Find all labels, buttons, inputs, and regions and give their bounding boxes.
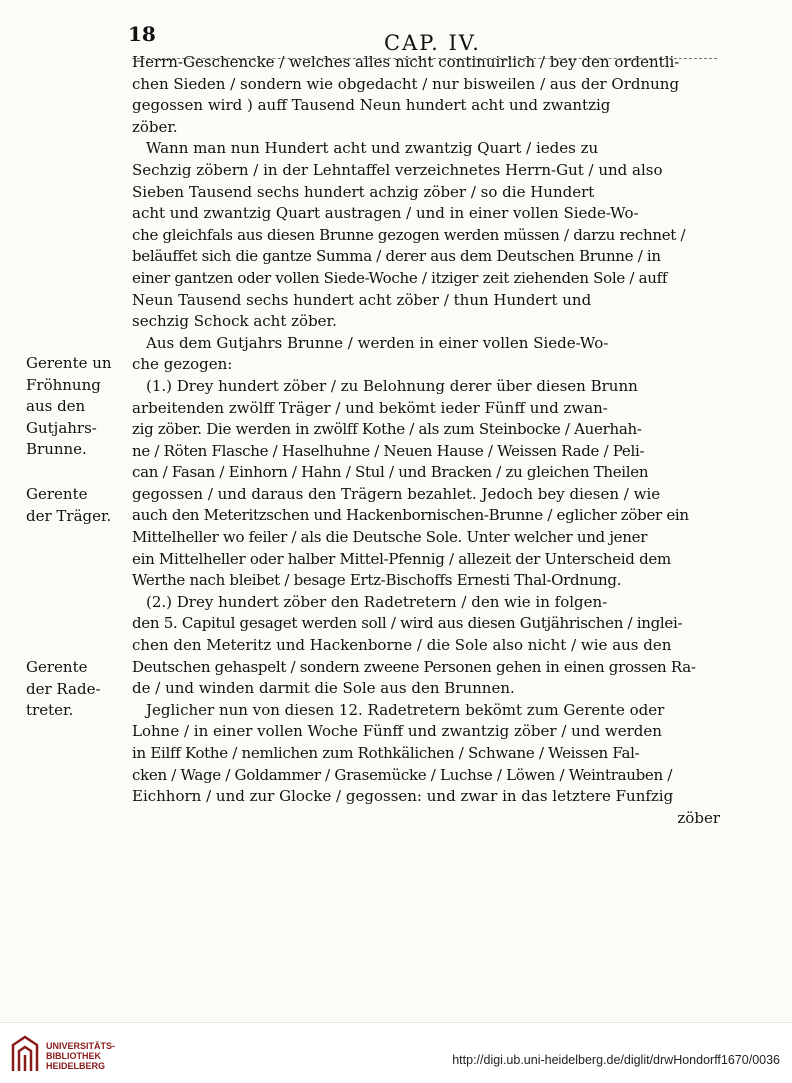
body-text	[132, 52, 720, 829]
university-library-logo-icon	[8, 1031, 42, 1075]
margin-note-line: der Träger.	[26, 506, 112, 525]
margin-note-line: Gerente	[26, 485, 88, 503]
margin-note-radetreter	[26, 657, 101, 722]
source-url[interactable]: http://digi.ub.uni-heidelberg.de/diglit/drwHondorff1670/0036	[452, 1053, 780, 1067]
text-line: ne / Röten Flasche / Haselhuhne / Neuen Hause / Weissen Rade / Peli-	[132, 441, 645, 460]
text-line: Wann man nun Hundert acht und zwantzig Quart / iedes zu	[146, 139, 599, 158]
margin-note-line: Gerente	[26, 658, 88, 676]
library-name-line: HEIDELBERG	[46, 1061, 106, 1071]
margin-note-line: Gerente un	[26, 354, 112, 372]
text-line: den 5. Capitul gesaget werden soll / wird aus diesen Gutjährischen / inglei-	[132, 614, 683, 633]
text-line: Deutschen gehaspelt / sondern zweene Personen gehen in einen grossen Ra-	[132, 657, 696, 676]
margin-note-gutjahrs	[26, 353, 112, 461]
text-line: can / Fasan / Einhorn / Hahn / Stul / und Bracken / zu gleichen Theilen	[132, 463, 649, 482]
library-name-line: BIBLIOTHEK	[46, 1051, 101, 1061]
margin-note-line: treter.	[26, 701, 74, 719]
text-line: chen Sieden / sondern wie obgedacht / nur bisweilen / aus der Ordnung	[132, 74, 680, 93]
text-line: auch den Meteritzschen und Hackenbornischen-Brunne / eglicher zöber ein	[132, 506, 689, 525]
text-line: zöber.	[132, 117, 178, 136]
margin-note-line: Gutjahrs-	[26, 418, 97, 437]
text-line-catchword: zöber	[677, 808, 720, 827]
text-line: gegossen / und daraus den Trägern bezahlet. Jedoch bey diesen / wie	[132, 484, 661, 503]
text-line: che gleichfals aus diesen Brunne gezogen werden müssen / darzu rechnet /	[132, 225, 686, 244]
text-line: zig zöber. Die werden in zwölff Kothe / als zum Steinbocke / Auerhah-	[132, 420, 642, 439]
text-line: (1.) Drey hundert zöber / zu Belohnung derer über diesen Brunn	[146, 376, 638, 395]
margin-note-line: aus den	[26, 397, 86, 415]
library-name	[46, 1041, 115, 1071]
text-line: Neun Tausend sechs hundert acht zöber / thun Hundert und	[132, 290, 592, 309]
text-line: arbeitenden zwölff Träger / und bekömt ieder Fünff und zwan-	[132, 398, 608, 417]
text-line: acht und zwantzig Quart austragen / und in einer vollen Siede-Wo-	[132, 204, 639, 223]
text-line: Werthe nach bleibet / besage Ertz-Bischoffs Ernesti Thal-Ordnung.	[132, 571, 622, 590]
text-line: Herrn-Geschencke / welches alles nicht continuirlich / bey den ordentli-	[132, 53, 680, 71]
text-line: Sechzig zöbern / in der Lehntaffel verzeichnetes Herrn-Gut / und also	[132, 160, 663, 179]
text-line: einer gantzen oder vollen Siede-Woche / itziger zeit ziehenden Sole / auff	[132, 268, 668, 287]
text-line: Jeglicher nun von diesen 12. Radetretern bekömt zum Gerente oder	[146, 700, 665, 719]
text-line: Eichhorn / und zur Glocke / gegossen: und zwar in das letztere Funfzig	[132, 787, 674, 806]
chapter-heading: CAP. IV.	[384, 31, 481, 55]
text-line: Lohne / in einer vollen Woche Fünff und zwantzig zöber / und werden	[132, 722, 662, 741]
text-line: Aus dem Gutjahrs Brunne / werden in einer vollen Siede-Wo-	[146, 333, 609, 352]
text-line: che gezogen:	[132, 355, 233, 374]
margin-note-traeger	[26, 484, 111, 527]
page-number: 18	[128, 22, 156, 46]
margin-note-line: der Rade-	[26, 679, 101, 698]
text-line: cken / Wage / Goldammer / Grasemücke / Luchse / Löwen / Weintrauben /	[132, 765, 673, 784]
text-line: gegossen wird ) auff Tausend Neun hundert acht und zwantzig	[132, 96, 611, 115]
text-line: beläuffet sich die gantze Summa / derer aus dem Deutschen Brunne / in	[132, 247, 661, 266]
text-line: Mittelheller wo feiler / als die Deutsche Sole. Unter welcher und jener	[132, 528, 648, 547]
text-line: ein Mittelheller oder halber Mittel-Pfennig / allezeit der Unterscheid dem	[132, 549, 671, 568]
text-line: de / und winden darmit die Sole aus den Brunnen.	[132, 679, 515, 698]
text-line: chen den Meteritz und Hackenborne / die Sole also nicht / wie aus den	[132, 636, 672, 655]
text-line: in Eilff Kothe / nemlichen zum Rothkälichen / Schwane / Weissen Fal-	[132, 744, 640, 762]
viewer-footer	[0, 1022, 792, 1083]
library-name-line: UNIVERSITÄTS-	[46, 1041, 116, 1051]
margin-note-line: Fröhnung	[26, 375, 101, 394]
text-line: sechzig Schock acht zöber.	[132, 312, 337, 331]
text-line: (2.) Drey hundert zöber den Radetretern / den wie in folgen-	[146, 592, 608, 611]
text-line: Sieben Tausend sechs hundert achzig zöber / so die Hundert	[132, 182, 595, 201]
margin-note-line: Brunne.	[26, 440, 87, 458]
